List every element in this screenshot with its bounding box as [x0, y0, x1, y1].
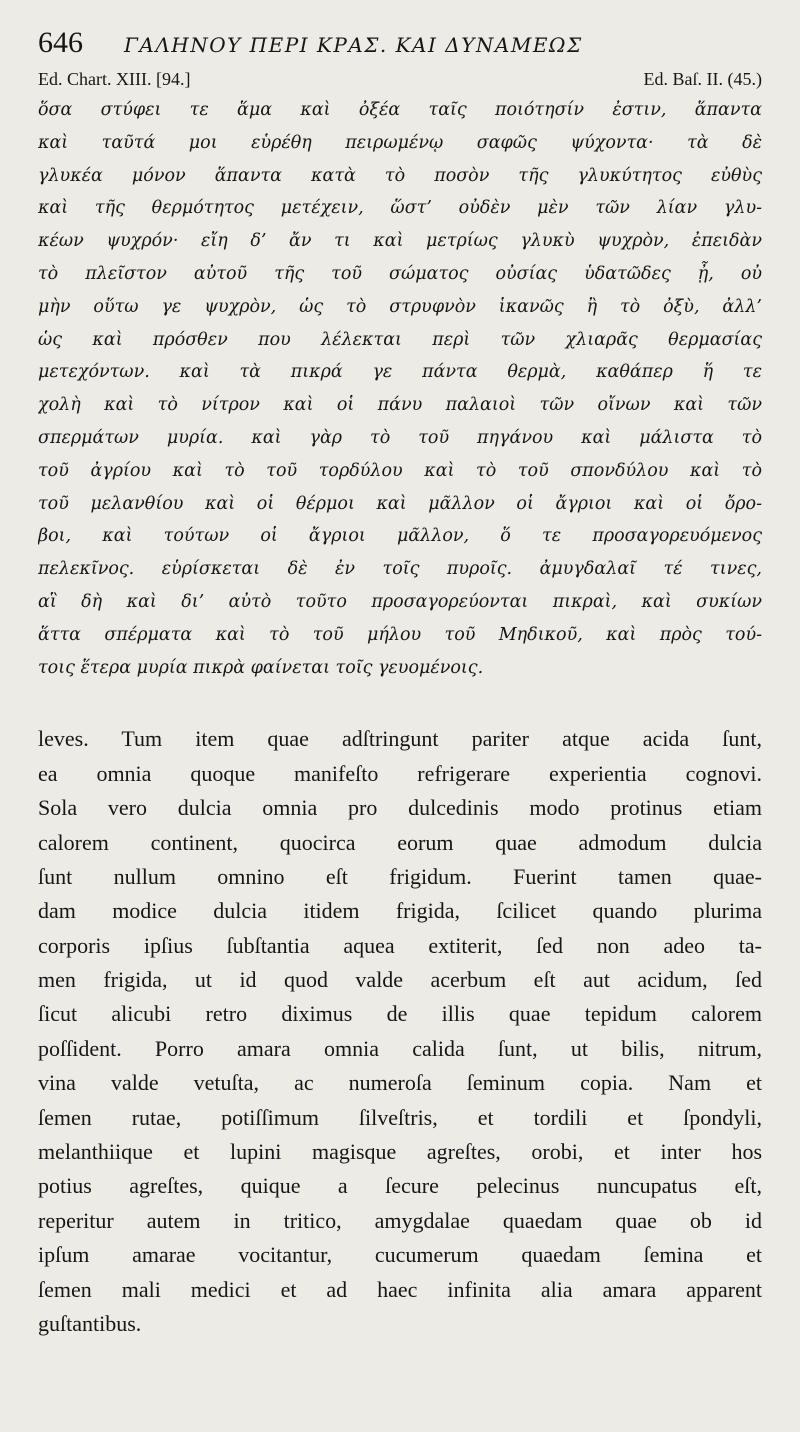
greek-text-line: τοῦ μελανθίου καὶ οἱ θέρμοι καὶ μᾶλλον οἱ ἄγριοι καὶ οἱ ὄρο- [38, 493, 762, 514]
latin-text-line: leves. Tum item quae adſtringunt pariter atque acida ſunt, [38, 726, 762, 752]
latin-text-line: poſſident. Porro amara omnia calida ſunt, ut bilis, nitrum, [38, 1035, 762, 1061]
greek-text-line: αἳ δὴ καὶ δι’ αὐτὸ τοῦτο προσαγορεύονται πικραὶ, καὶ συκίων [38, 591, 762, 612]
edition-reference-left: Ed. Chart. XIII. [94.] [38, 69, 191, 89]
greek-text-line: ἅττα σπέρματα καὶ τὸ τοῦ μήλου τοῦ Μηδικοῦ, καὶ πρὸς τού- [38, 624, 762, 645]
latin-text-line: corporis ipſius ſubſtantia aquea extiterit, ſed non adeo ta- [38, 932, 762, 958]
edition-reference-line [38, 66, 762, 92]
latin-text-line: men frigida, ut id quod valde acerbum eſt aut acidum, ſed [38, 967, 762, 993]
latin-text-line: guſtantibus. [38, 1310, 142, 1336]
latin-text-line: calorem continent, quocirca eorum quae admodum dulcia [38, 829, 762, 855]
greek-text [38, 94, 762, 684]
latin-text-line: vina valde vetuſta, ac numeroſa ſeminum copia. Nam et [38, 1070, 762, 1096]
latin-text-line: reperitur autem in tritico, amygdalae quaedam quae ob id [38, 1207, 762, 1233]
greek-text-line: γλυκέα μόνον ἅπαντα κατὰ τὸ ποσὸν τῆς γλυκύτητος εὐθὺς [38, 165, 762, 186]
greek-text-line: σπερμάτων μυρία. καὶ γὰρ τὸ τοῦ πηγάνου καὶ μάλιστα τὸ [38, 427, 762, 448]
latin-translation [38, 722, 762, 1341]
edition-reference-right: Ed. Baſ. II. (45.) [643, 69, 762, 89]
latin-text-line: potius agreſtes, quique a ſecure pelecinus nuncupatus eſt, [38, 1173, 762, 1199]
greek-text-line: καὶ ταῦτά μοι εὑρέθη πειρωμένῳ σαφῶς ψύχοντα· τὰ δὲ [38, 132, 762, 153]
latin-text-line: ſicut alicubi retro diximus de illis quae tepidum calorem [38, 1001, 762, 1027]
greek-text-line: τὸ πλεῖστον αὐτοῦ τῆς τοῦ σώματος οὐσίας ὑδατῶδες ᾖ, οὐ [38, 263, 762, 284]
greek-text-line: κέων ψυχρόν· εἴη δ’ ἄν τι καὶ μετρίως γλυκὺ ψυχρὸν, ἐπειδὰν [38, 231, 762, 252]
latin-text-line: ſunt nullum omnino eſt frigidum. Fuerint tamen quae- [38, 863, 762, 889]
latin-text-line: ipſum amarae vocitantur, cucumerum quaedam ſemina et [38, 1242, 762, 1268]
latin-text-line: Sola vero dulcia omnia pro dulcedinis modo protinus etiam [38, 795, 762, 821]
latin-text-line: dam modice dulcia itidem frigida, ſcilicet quando plurima [38, 898, 762, 924]
greek-text-line: ὡς καὶ πρόσθεν που λέλεκται περὶ τῶν χλιαρᾶς θερμασίας [38, 329, 762, 350]
greek-text-line: μὴν οὕτω γε ψυχρὸν, ὡς τὸ στρυφνὸν ἱκανῶς ἢ τὸ ὀξὺ, ἀλλ’ [38, 296, 762, 317]
latin-text-line: ea omnia quoque manifeſto refrigerare experientia cognovi. [38, 760, 762, 786]
greek-text-line: καὶ τῆς θερμότητος μετέχειν, ὥστ’ οὐδὲν μὲν τῶν λίαν γλυ- [38, 198, 762, 219]
greek-text-line: χολὴ καὶ τὸ νίτρον καὶ οἱ πάνυ παλαιοὶ τῶν οἴνων καὶ τῶν [38, 395, 762, 416]
greek-text-line: βοι, καὶ τούτων οἱ ἄγριοι μᾶλλον, ὅ τε προσαγορευόμενος [38, 526, 762, 547]
running-title: ΓΑΛΗΝΟΥ ΠΕΡΙ ΚΡΑΣ. ΚΑΙ ΔΥΝΑΜΕΩΣ [124, 33, 583, 57]
greek-text-line: τοις ἕτερα μυρία πικρὰ φαίνεται τοῖς γευομένοις. [38, 657, 484, 678]
greek-text-line: πελεκῖνος. εὑρίσκεται δὲ ἐν τοῖς πυροῖς. ἀμυγδαλαῖ τέ τινες, [38, 559, 762, 580]
greek-text-line: τοῦ ἀγρίου καὶ τὸ τοῦ τορδύλου καὶ τὸ τοῦ σπονδύλου καὶ τὸ [38, 460, 762, 481]
greek-text-line: ὅσα στύφει τε ἅμα καὶ ὀξέα ταῖς ποιότησίν ἐστιν, ἅπαντα [38, 100, 762, 120]
greek-text-line: μετεχόντων. καὶ τὰ πικρά γε πάντα θερμὰ, καθάπερ ἥ τε [38, 362, 762, 383]
latin-text-line: ſemen mali medici et ad haec infinita alia amara apparent [38, 1276, 762, 1302]
running-head [38, 26, 762, 66]
page-number: 646 [38, 26, 83, 59]
latin-text-line: melanthiique et lupini magisque agreſtes, orobi, et inter hos [38, 1139, 762, 1165]
latin-text-line: ſemen rutae, potiſſimum ſilveſtris, et tordili et ſpondyli, [38, 1104, 762, 1130]
